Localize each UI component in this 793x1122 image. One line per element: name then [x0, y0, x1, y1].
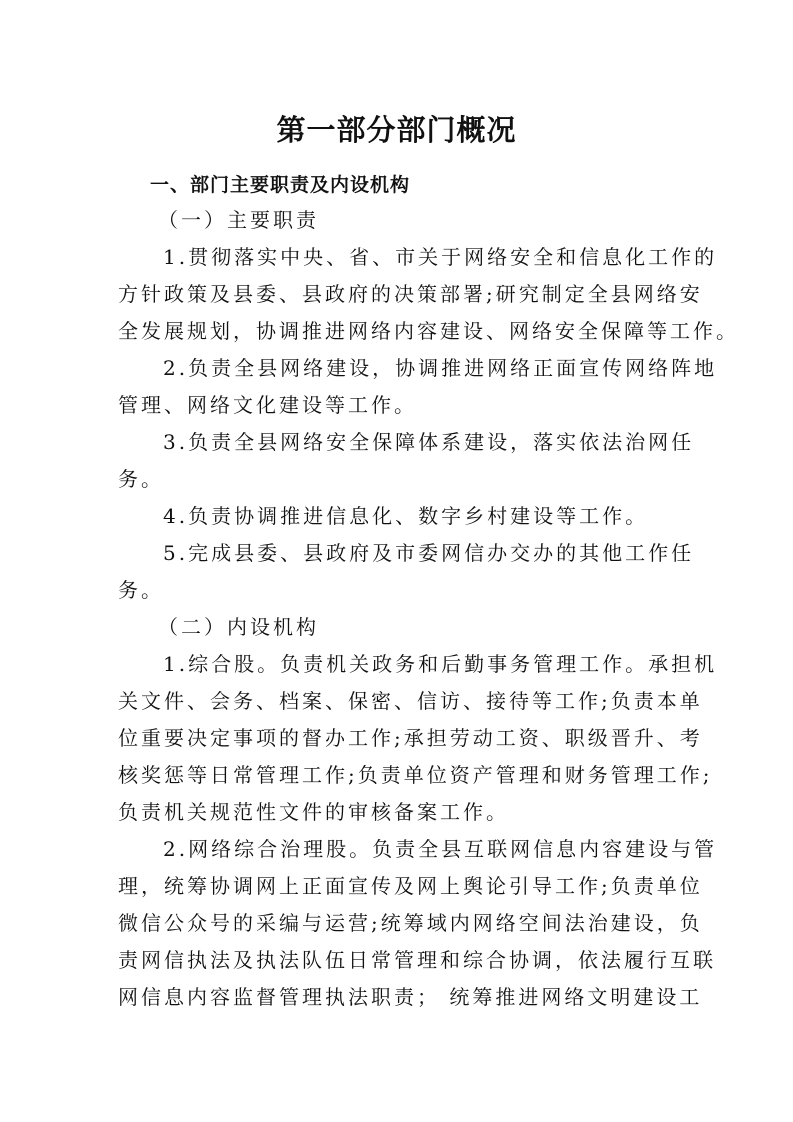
paragraph [118, 424, 695, 498]
paragraph [118, 535, 695, 609]
section-heading: 一、部门主要职责及内设机构 [150, 174, 411, 196]
subsection-heading: （一）主要职责 [158, 208, 319, 232]
paragraph-line: 5.完成县委、县政府及市委网信办交办的其他工作任 [163, 541, 695, 565]
paragraph-line: 管理、网络文化建设等工作。 [118, 393, 417, 417]
paragraph-line: 1.综合股。负责机关政务和后勤事务管理工作。承担机 [163, 652, 718, 676]
subsection-heading: （二）内设机构 [158, 615, 319, 639]
paragraph-line: 方针政策及县委、县政府的决策部署;研究制定全县网络安 [118, 282, 703, 306]
document-body [118, 202, 739, 1016]
paragraph-line: 务。 [118, 467, 164, 491]
paragraph-line: 负责机关规范性文件的审核备案工作。 [118, 800, 509, 824]
paragraph-line: 微信公众号的采编与运营;统筹域内网络空间法治建设，负 [118, 911, 703, 935]
paragraph-line: 关文件、会务、档案、保密、信访、接待等工作;负责本单 [118, 689, 703, 713]
paragraph-line: 2.网络综合治理股。负责全县互联网信息内容建设与管 [163, 837, 718, 861]
paragraph-line: 责网信执法及执法队伍日常管理和综合协调，依法履行互联 [118, 948, 716, 972]
paragraph-line: 3.负责全县网络安全保障体系建设，落实依法治网任 [163, 430, 695, 454]
paragraph-line: 务。 [118, 578, 164, 602]
paragraph-line: 2.负责全县网络建设，协调推进网络正面宣传网络阵地 [163, 356, 718, 380]
paragraph [118, 239, 739, 350]
paragraph-line: 理，统筹协调网上正面宣传及网上舆论引导工作;负责单位 [118, 874, 703, 898]
paragraph [118, 498, 672, 535]
paragraph-line: 核奖惩等日常管理工作;负责单位资产管理和财务管理工作; [118, 763, 713, 787]
paragraph [118, 831, 718, 1016]
paragraph-line: 网信息内容监督管理执法职责； 统筹推进网络文明建设工 [118, 985, 703, 1009]
paragraph [118, 350, 718, 424]
paragraph-line: 全发展规划，协调推进网络内容建设、网络安全保障等工作。 [118, 319, 739, 343]
paragraph-line: 位重要决定事项的督办工作;承担劳动工资、职级晋升、考 [118, 726, 703, 750]
paragraph-line: 1.贯彻落实中央、省、市关于网络安全和信息化工作的 [163, 245, 718, 269]
paragraph [118, 646, 718, 831]
paragraph-line: 4.负责协调推进信息化、数字乡村建设等工作。 [163, 504, 649, 528]
page-title: 第一部分部门概况 [276, 113, 517, 147]
